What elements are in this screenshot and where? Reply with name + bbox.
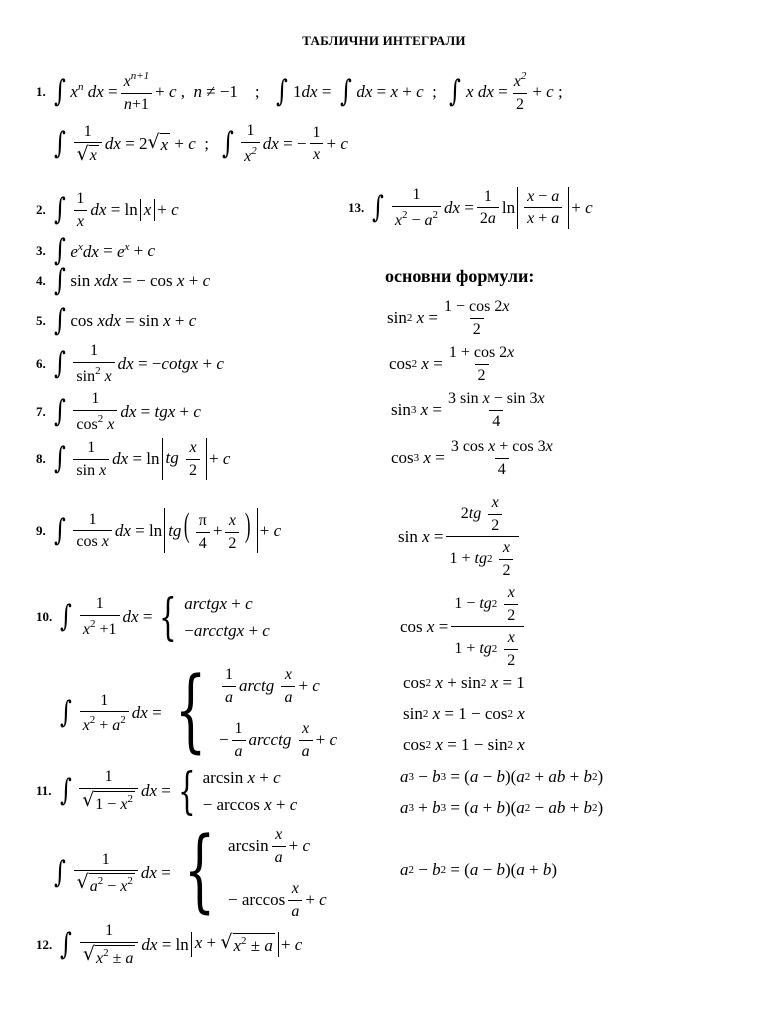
integral-11: 11. ∫ 1 √ $1 - x^2$ dx = { arcsin x + c − arccos x + c bbox=[36, 762, 298, 820]
integral-number: 6. bbox=[36, 355, 46, 371]
integral-number: 9. bbox=[36, 522, 46, 538]
integral-5: 5. ∫ cos xdx = sin x + c bbox=[36, 303, 197, 338]
formula-cos-tangent-half: cos x = 1 − tg 2 $\frac{x}{2}$ 1 + tg 2 $\frac{x}{2}$ bbox=[400, 584, 527, 669]
formula-cos2-half-angle: cos 2 x = $\frac{1 + \cos 2x}{2}$ bbox=[389, 344, 515, 384]
integral-12: 12. ∫ 1 √ $x^2 \pm a$ dx = ln x + √ $x^2 \pm a$ + c bbox=[36, 922, 303, 967]
integral-6: 6. ∫ $\frac{1}{\sin^2 x}$ dx = − cotgx + c bbox=[36, 342, 224, 385]
formula-difference-of-squares: a 2 − b 2 = ( a − b )( a + b ) bbox=[400, 860, 558, 879]
integral-number: 8. bbox=[36, 451, 46, 467]
integral-number: 3. bbox=[36, 243, 46, 258]
integral-9: 9. ∫ $\frac{1}{\text{cos x}}$ dx = ln tg( $\frac{\pi}{4}$ + $\frac{x}{2}$ ) + c bbox=[36, 507, 282, 552]
integral-2: 2. ∫ $\frac{1}{x}$ dx = ln x + c bbox=[36, 190, 179, 230]
formula-cos3: cos 3 x = $\frac{\text{3 cos x + cos 3x}}{4}$ bbox=[391, 438, 553, 478]
integral-number: 4. bbox=[36, 273, 46, 288]
integral-number: 10. bbox=[36, 609, 53, 624]
formula-cos2-identity: cos 2 x = 1 − sin 2 x bbox=[403, 735, 525, 754]
formula-sin2-half-angle: sin 2 x = $\frac{1 - \cos 2x}{2}$ bbox=[387, 298, 510, 338]
integral-number: 12. bbox=[36, 936, 53, 952]
formula-sin2-identity: sin 2 x = 1 − cos 2 x bbox=[403, 704, 525, 723]
integral-number: 7. bbox=[36, 403, 46, 419]
integral-4: 4. ∫ sin xdx = − cos x + c bbox=[36, 263, 211, 298]
integral-number: 13. bbox=[348, 199, 365, 215]
integral-8: 8. ∫ $\frac{1}{\text{sin x}}$ dx = ln tg $\frac{x}{2}$ + c bbox=[36, 439, 231, 479]
integral-11b: ∫ 1 √ $a^2 - x^2$ dx = { arcsin $\frac{x}{a}$ + c − arccos $\frac{x}{a}$ + c bbox=[53, 818, 327, 923]
integral-13: 13. ∫ $\frac{1}{x^2 - a^2}$ dx = $\frac{1}{2a}$ ln $\frac{x - a}{x + a}$ + c bbox=[348, 186, 593, 229]
integral-3: 3. ∫ $e^xdx$ = $e^x$ + c bbox=[36, 233, 156, 268]
formula-pythagorean: cos 2 x + sin 2 x = 1 bbox=[403, 673, 525, 692]
integral-10b: ∫ $\frac{1}{x^2 + a^2}$ dx = { $\frac{1}{a}$ arctg $\frac{x}{a}$ + c − $\frac{1}{a}$ arcctg $\frac{x}{a}$ + c bbox=[59, 658, 337, 763]
integral-number: 5. bbox=[36, 313, 46, 328]
integral-number: 2. bbox=[36, 202, 46, 218]
formula-difference-of-cubes: a 3 − b 3 = ( a − b )( a 2 + ab + b 2 ) bbox=[400, 767, 604, 786]
formula-sin-tangent-half: sin x = 2 tg $\frac{x}{2}$ 1 + tg 2 $\frac{x}{2}$ bbox=[398, 494, 522, 579]
integral-number: 1. bbox=[36, 83, 46, 99]
integral-7: 7. ∫ $\frac{1}{\cos^2 x}$ dx = tgx + c bbox=[36, 390, 201, 433]
integral-number: 11. bbox=[36, 783, 52, 798]
integral-10: 10. ∫ $\frac{1}{x^2 +1}$ dx = { arctgx + c −arcctgx + c bbox=[36, 588, 270, 646]
formula-sum-of-cubes: a 3 + b 3 = ( a + b )( a 2 − ab + b 2 ) bbox=[400, 798, 604, 817]
integral-1b: ∫ 1 √ x dx = 2 √ x + c ; ∫ $\frac{1}{x^2}$ dx = − $\frac{1}{x}$ + c bbox=[53, 122, 348, 166]
integral-1: 1. ∫ $x^n$ dx = $\frac{x^{n+1}}{n+1}$ + c , n ≠ −1 ; ∫ 1 dx = ∫ dx = x + c ; ∫ x dx = $\frac{x^2}{2}$ + c ; bbox=[36, 70, 563, 113]
page-title: ТАБЛИЧНИ ИНТЕГРАЛИ bbox=[302, 33, 466, 48]
section-heading: основни формули: bbox=[385, 266, 535, 286]
formula-sin3: sin 3 x = $\frac{\text{3 sin x − sin 3x}}{4}$ bbox=[391, 390, 545, 430]
